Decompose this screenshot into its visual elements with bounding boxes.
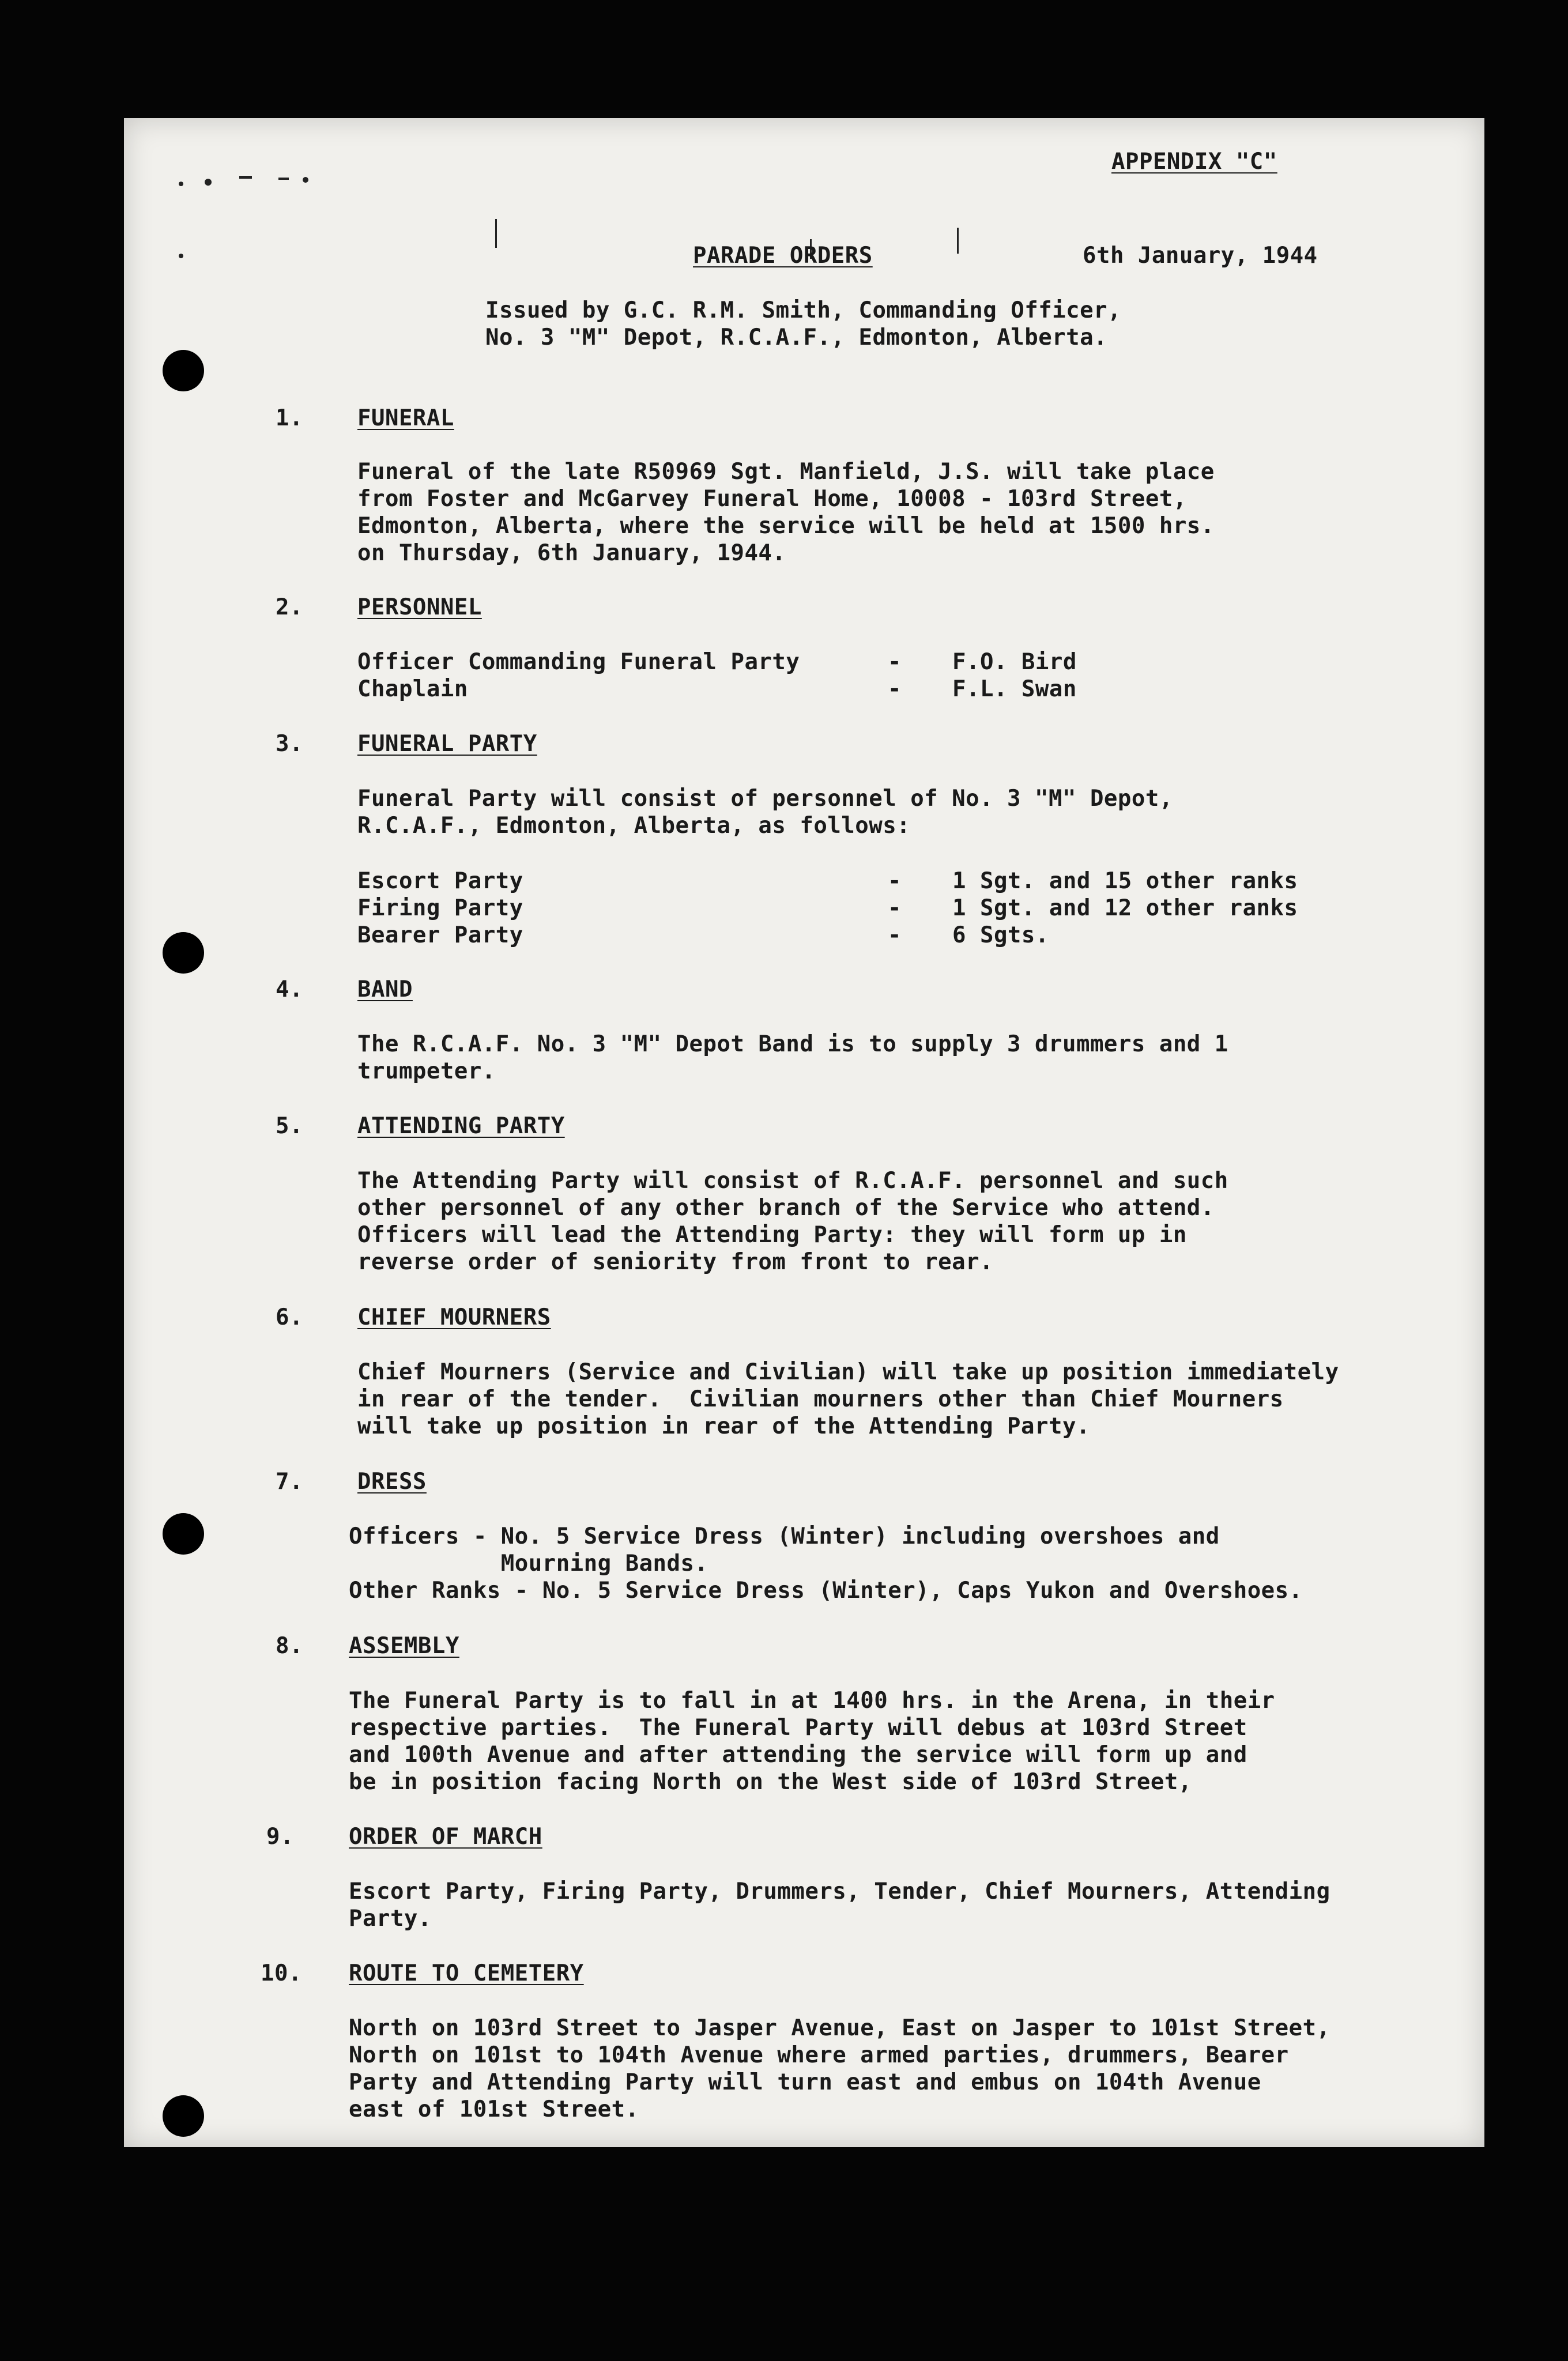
section-heading: PERSONNEL bbox=[357, 594, 482, 620]
section-number: 3. bbox=[276, 731, 303, 757]
body-line: Funeral Party will consist of personnel of No. 3 "M" Depot, bbox=[357, 786, 1173, 812]
body-line: Other Ranks - No. 5 Service Dress (Winter), Caps Yukon and Overshoes. bbox=[349, 1578, 1303, 1604]
section-number: 6. bbox=[276, 1304, 303, 1330]
stray-mark bbox=[239, 176, 252, 179]
body-line: North on 103rd Street to Jasper Avenue, East on Jasper to 101st Street, bbox=[349, 2015, 1330, 2041]
section-number: 8. bbox=[276, 1633, 303, 1659]
section-number: 1. bbox=[276, 405, 303, 431]
body-line: will take up position in rear of the Attending Party. bbox=[357, 1413, 1090, 1439]
body-line: The R.C.A.F. No. 3 "M" Depot Band is to supply 3 drummers and 1 bbox=[357, 1031, 1228, 1057]
role-dash: - bbox=[888, 922, 902, 948]
body-line: be in position facing North on the West side of 103rd Street, bbox=[349, 1769, 1192, 1795]
body-line: trumpeter. bbox=[357, 1058, 496, 1084]
role-value: F.L. Swan bbox=[952, 676, 1077, 702]
body-line: respective parties. The Funeral Party will debus at 103rd Street bbox=[349, 1715, 1247, 1741]
role-dash: - bbox=[888, 895, 902, 921]
body-line: Party and Attending Party will turn east and embus on 104th Avenue bbox=[349, 2069, 1261, 2095]
section-number: 7. bbox=[276, 1469, 303, 1495]
role-value: 6 Sgts. bbox=[952, 922, 1049, 948]
issued-line-2: No. 3 "M" Depot, R.C.A.F., Edmonton, Alberta. bbox=[485, 325, 1108, 350]
body-line: in rear of the tender. Civilian mourners other than Chief Mourners bbox=[357, 1386, 1284, 1412]
role-label: Bearer Party bbox=[357, 922, 523, 948]
body-line: from Foster and McGarvey Funeral Home, 10008 - 103rd Street, bbox=[357, 486, 1187, 512]
section-number: 4. bbox=[276, 976, 303, 1002]
section-heading: FUNERAL PARTY bbox=[357, 731, 537, 757]
role-dash: - bbox=[888, 868, 902, 894]
section-heading: BAND bbox=[357, 976, 413, 1002]
body-line: on Thursday, 6th January, 1944. bbox=[357, 540, 786, 566]
role-value: 1 Sgt. and 15 other ranks bbox=[952, 868, 1298, 894]
stray-mark bbox=[957, 228, 959, 254]
punch-hole bbox=[163, 932, 204, 974]
role-label: Firing Party bbox=[357, 895, 523, 921]
body-line: Funeral of the late R50969 Sgt. Manfield, J.S. will take place bbox=[357, 459, 1215, 485]
section-number: 10. bbox=[261, 1960, 302, 1986]
punch-hole bbox=[163, 2095, 204, 2137]
stray-mark bbox=[495, 219, 497, 248]
appendix-label: APPENDIX "C" bbox=[1111, 149, 1277, 175]
body-line: and 100th Avenue and after attending the service will form up and bbox=[349, 1742, 1247, 1768]
section-heading: DRESS bbox=[357, 1469, 427, 1495]
body-line: The Attending Party will consist of R.C.A.F. personnel and such bbox=[357, 1168, 1228, 1194]
body-line: Chief Mourners (Service and Civilian) will take up position immediately bbox=[357, 1359, 1339, 1385]
body-line: Mourning Bands. bbox=[349, 1551, 708, 1576]
stray-mark bbox=[303, 177, 308, 183]
body-line: Escort Party, Firing Party, Drummers, Tender, Chief Mourners, Attending bbox=[349, 1879, 1330, 1904]
role-value: F.O. Bird bbox=[952, 649, 1077, 675]
body-line: other personnel of any other branch of the Service who attend. bbox=[357, 1195, 1215, 1221]
body-line: reverse order of seniority from front to rear. bbox=[357, 1249, 994, 1275]
role-dash: - bbox=[888, 649, 902, 675]
section-number: 2. bbox=[276, 594, 303, 620]
body-line: Officers will lead the Attending Party: they will form up in bbox=[357, 1222, 1187, 1248]
body-line: east of 101st Street. bbox=[349, 2096, 639, 2122]
stray-mark bbox=[179, 182, 183, 186]
role-label: Escort Party bbox=[357, 868, 523, 894]
page-title: PARADE ORDERS bbox=[693, 243, 873, 269]
document-date: 6th January, 1944 bbox=[1083, 243, 1318, 269]
stray-mark bbox=[179, 254, 183, 258]
role-dash: - bbox=[888, 676, 902, 702]
body-line: The Funeral Party is to fall in at 1400 hrs. in the Arena, in their bbox=[349, 1688, 1275, 1714]
body-line: R.C.A.F., Edmonton, Alberta, as follows: bbox=[357, 813, 911, 839]
body-line: Party. bbox=[349, 1906, 432, 1932]
stray-mark bbox=[278, 178, 289, 180]
issued-line-1: Issued by G.C. R.M. Smith, Commanding Officer, bbox=[485, 297, 1122, 323]
punch-hole bbox=[163, 350, 204, 391]
section-heading: CHIEF MOURNERS bbox=[357, 1304, 551, 1330]
section-heading: ATTENDING PARTY bbox=[357, 1113, 565, 1139]
punch-hole bbox=[163, 1513, 204, 1555]
section-number: 9. bbox=[266, 1824, 294, 1850]
section-heading: ROUTE TO CEMETERY bbox=[349, 1960, 584, 1986]
role-value: 1 Sgt. and 12 other ranks bbox=[952, 895, 1298, 921]
body-line: Edmonton, Alberta, where the service will be held at 1500 hrs. bbox=[357, 513, 1215, 539]
section-heading: ASSEMBLY bbox=[349, 1633, 459, 1659]
body-line: Officers - No. 5 Service Dress (Winter) including overshoes and bbox=[349, 1523, 1220, 1549]
stray-mark bbox=[205, 179, 212, 186]
section-number: 5. bbox=[276, 1113, 303, 1139]
role-label: Officer Commanding Funeral Party bbox=[357, 649, 800, 675]
document-page bbox=[124, 118, 1484, 2147]
role-label: Chaplain bbox=[357, 676, 468, 702]
section-heading: FUNERAL bbox=[357, 405, 454, 431]
section-heading: ORDER OF MARCH bbox=[349, 1824, 542, 1850]
body-line: North on 101st to 104th Avenue where armed parties, drummers, Bearer bbox=[349, 2042, 1289, 2068]
